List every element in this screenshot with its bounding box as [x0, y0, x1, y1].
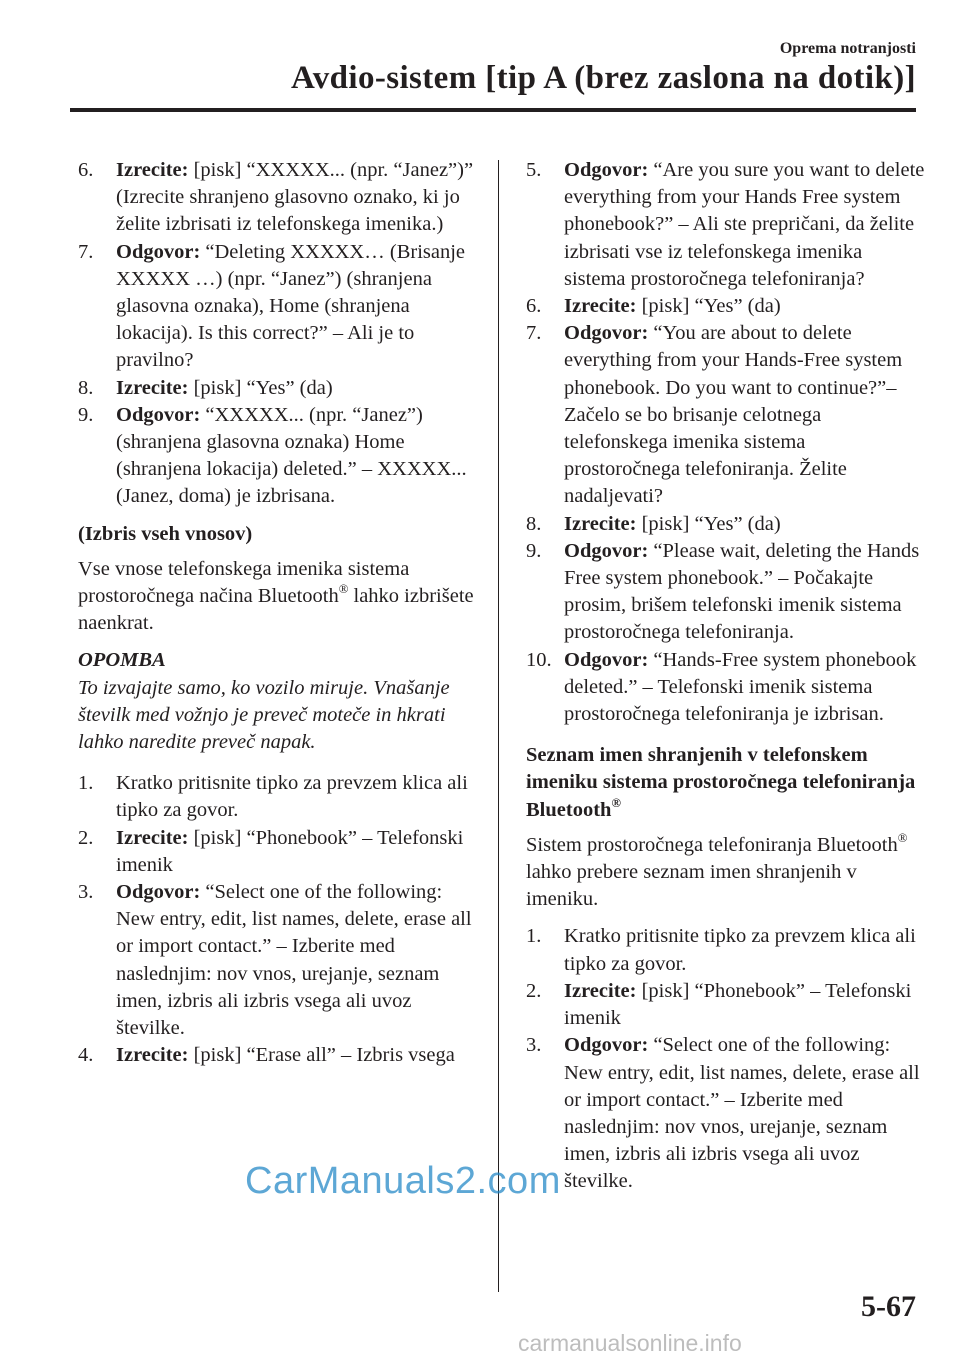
left-heading: (Izbris vseh vnosov)	[78, 522, 253, 545]
step-number: 1.	[526, 925, 542, 948]
step-text: [pisk] “XXXXX... (npr. “Janez”)” (Izrecite shranjeno glasovno oznako, ki jo želite izbrisati iz telefonskega imenika.)	[116, 159, 474, 236]
page-number: 5-67	[861, 1290, 916, 1323]
step-label: Izrecite:	[564, 295, 637, 318]
right-paragraph: Sistem prostoročnega telefoniranja Bluetooth® lahko prebere seznam imen shranjenih v imeniku.	[526, 831, 908, 911]
step-label: Izrecite:	[116, 376, 189, 399]
step-item	[526, 320, 926, 510]
step-text-wrap	[116, 157, 483, 239]
step-number: 4.	[78, 1044, 94, 1067]
step-text-wrap	[116, 879, 483, 1042]
step-number: 6.	[526, 295, 542, 318]
step-item	[78, 770, 483, 824]
step-number: 3.	[526, 1034, 542, 1057]
step-number: 9.	[78, 403, 94, 426]
step-label: Odgovor:	[564, 648, 649, 671]
step-item	[78, 375, 483, 402]
step-text: [pisk] “Yes” (da)	[636, 295, 781, 318]
step-item	[526, 923, 926, 977]
step-label: Izrecite:	[116, 159, 189, 181]
note-title: OPOMBA	[78, 649, 166, 672]
step-item	[526, 647, 926, 729]
step-item	[526, 293, 926, 320]
step-text-wrap	[564, 978, 926, 1032]
step-text: [pisk] “Erase all” – Izbris vsega	[188, 1044, 455, 1067]
step-item	[78, 879, 483, 1042]
step-text-wrap	[564, 293, 926, 320]
right-heading: Seznam imen shranjenih v telefonskem imeniku sistema prostoročnega telefoniranja Bluetooth®	[526, 744, 916, 821]
step-text: “Select one of the following: New entry, edit, list names, delete, erase all or import contact.” – Izberite med naslednjim: nov vnos, urejanje, seznam imen, izbris ali izbris vsega ali uvoz številke.	[564, 1034, 920, 1193]
step-text: Kratko pritisnite tipko za prevzem klica ali tipko za govor.	[116, 772, 468, 822]
step-text: “Are you sure you want to delete everything from your Hands Free system phonebook?” – Ali ste prepričani, da želite izbrisati vse iz telefonskega imenika sistema prostoročnega telefoniranja?	[564, 159, 925, 290]
step-label: Odgovor:	[116, 240, 201, 263]
step-text: “Hands-Free system phonebook deleted.” – Telefonski imenik sistema prostoročnega telefoniranja je izbrisan.	[564, 648, 917, 726]
step-number: 8.	[78, 376, 94, 399]
step-text: “Deleting XXXXX… (Brisanje XXXXX …) (npr. “Janez”) (shranjena glasovna oznaka), Home (shranjena lokacija). Is this correct?” – Ali je to pravilno?	[116, 240, 466, 372]
step-label: Odgovor:	[116, 403, 201, 426]
step-text: “XXXXX... (npr. “Janez”) (shranjena glasovna oznaka) Home (shranjena lokacija) deleted.” – XXXXX... (Janez, doma) je izbrisana.	[116, 403, 467, 508]
step-text: [pisk] “Phonebook” – Telefonski imenik	[116, 826, 464, 876]
step-text-wrap	[116, 239, 483, 375]
column-divider	[498, 160, 499, 1292]
page-title: Avdio-sistem [tip A (brez zaslona na dotik)]	[290, 60, 916, 96]
step-number: 2.	[78, 826, 94, 849]
right-steps-b	[526, 923, 926, 1195]
step-text: [pisk] “Yes” (da)	[636, 512, 781, 535]
step-text-wrap	[564, 1032, 926, 1195]
step-text-wrap	[564, 320, 926, 510]
step-label: Odgovor:	[564, 322, 649, 345]
step-text-wrap	[564, 511, 926, 538]
left-paragraph: Vse vnose telefonskega imenika sistema prostoročnega načina Bluetooth® lahko izbrišete naenkrat.	[78, 557, 474, 635]
step-number: 5.	[526, 159, 542, 181]
note-block	[78, 647, 483, 756]
step-number: 1.	[78, 772, 94, 795]
step-item	[78, 825, 483, 879]
step-item	[526, 157, 926, 293]
step-label: Odgovor:	[564, 1034, 649, 1057]
step-label: Izrecite:	[564, 512, 637, 535]
step-text-wrap	[116, 770, 483, 824]
watermark-logo: CarManuals2.com	[245, 1160, 561, 1202]
left-steps-a	[78, 157, 483, 511]
header-rule	[70, 108, 916, 112]
step-item	[78, 402, 483, 511]
step-number: 3.	[78, 881, 94, 904]
step-text-wrap	[564, 157, 926, 293]
step-number: 2.	[526, 979, 542, 1002]
section-label: Oprema notranjosti	[779, 40, 916, 57]
step-label: Izrecite:	[564, 979, 637, 1002]
step-text: [pisk] “Phonebook” – Telefonski imenik	[564, 979, 912, 1030]
step-label: Izrecite:	[116, 1044, 189, 1067]
right-steps-a	[526, 157, 926, 728]
step-text-wrap	[116, 402, 483, 511]
step-number: 6.	[78, 159, 94, 181]
step-number: 7.	[526, 322, 542, 345]
step-number: 10.	[526, 648, 552, 671]
step-text: “Please wait, deleting the Hands Free system phonebook.” – Počakajte prosim, brišem telefonski imenik sistema prostoročnega telefoniranja.	[564, 539, 920, 644]
step-text-wrap	[564, 538, 926, 647]
step-item	[78, 1042, 483, 1069]
note-text: To izvajajte samo, ko vozilo miruje. Vnašanje številk med vožnjo je preveč moteče in hkrati lahko naredite preveč napak.	[78, 676, 450, 754]
step-number: 9.	[526, 539, 542, 562]
step-text-wrap	[564, 923, 926, 977]
step-number: 7.	[78, 240, 94, 263]
step-label: Odgovor:	[116, 881, 201, 904]
step-label: Odgovor:	[564, 159, 649, 181]
step-number: 8.	[526, 512, 542, 535]
step-label: Izrecite:	[116, 826, 189, 849]
step-item	[526, 511, 926, 538]
step-item	[526, 978, 926, 1032]
step-text: “Select one of the following: New entry, edit, list names, delete, erase all or import contact.” – Izberite med naslednjim: nov vnos, urejanje, seznam imen, izbris ali izbris vsega ali uvoz številke.	[116, 881, 472, 1040]
step-text-wrap	[116, 825, 483, 879]
step-item	[526, 538, 926, 647]
step-text: Kratko pritisnite tipko za prevzem klica ali tipko za govor.	[564, 925, 916, 975]
step-text: “You are about to delete everything from your Hands-Free system phonebook. Do you want to continue?”– Začelo se bo brisanje celotnega telefonskega imenika sistema prostoročnega telefoniranja. Želite nadaljevati?	[564, 322, 903, 508]
left-steps-b	[78, 770, 483, 1069]
step-label: Odgovor:	[564, 539, 649, 562]
right-column	[526, 157, 926, 1196]
watermark-footer: carmanualsonline.info	[518, 1330, 742, 1356]
step-item	[78, 239, 483, 375]
step-item	[78, 157, 483, 239]
step-text-wrap	[116, 375, 483, 402]
step-item	[526, 1032, 926, 1195]
step-text-wrap	[564, 647, 926, 729]
left-column	[78, 157, 483, 1070]
step-text: [pisk] “Yes” (da)	[188, 376, 333, 399]
step-text-wrap	[116, 1042, 483, 1069]
